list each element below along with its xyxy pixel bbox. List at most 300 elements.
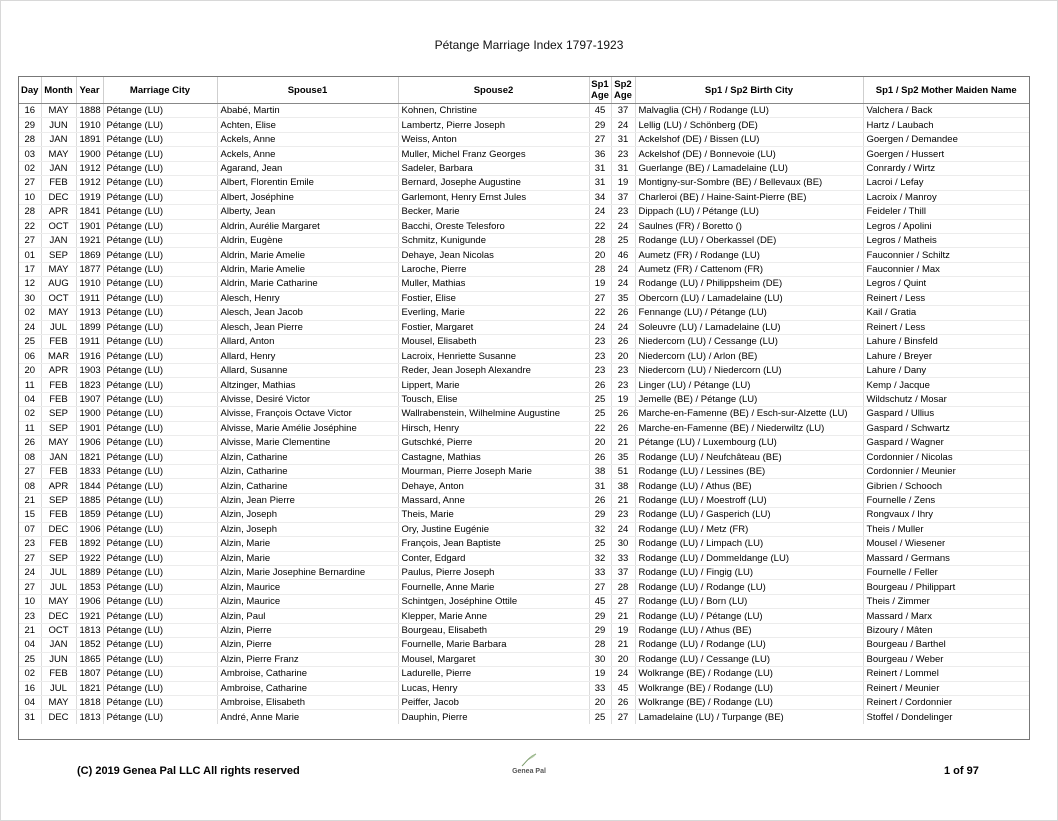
cell-marriage-city: Pétange (LU) (103, 609, 217, 623)
cell-birth-city: Obercorn (LU) / Lamadelaine (LU) (635, 291, 863, 305)
cell-marriage-city: Pétange (LU) (103, 262, 217, 276)
cell-marriage-city: Pétange (LU) (103, 566, 217, 580)
table-row (19, 176, 1029, 190)
cell-spouse2: Dehaye, Anton (398, 479, 589, 493)
cell-spouse1: Agarand, Jean (217, 161, 398, 175)
cell-marriage-city: Pétange (LU) (103, 710, 217, 724)
cell-sp1-age: 31 (589, 176, 611, 190)
cell-month: JAN (41, 132, 76, 146)
table-row (19, 580, 1029, 594)
cell-mother-maiden-name: Legros / Apolini (863, 219, 1029, 233)
page-title: Pétange Marriage Index 1797-1923 (434, 38, 624, 52)
table-row (19, 291, 1029, 305)
cell-day: 29 (19, 118, 41, 132)
cell-marriage-city: Pétange (LU) (103, 436, 217, 450)
cell-marriage-city: Pétange (LU) (103, 335, 217, 349)
cell-sp2-age: 24 (611, 262, 635, 276)
cell-spouse1: Alzin, Joseph (217, 508, 398, 522)
cell-year: 1913 (76, 306, 103, 320)
cell-year: 1899 (76, 320, 103, 334)
cell-sp1-age: 27 (589, 132, 611, 146)
cell-spouse1: Alvisse, Marie Amélie Joséphine (217, 421, 398, 435)
cell-spouse2: Paulus, Pierre Joseph (398, 566, 589, 580)
cell-birth-city: Wolkrange (BE) / Rodange (LU) (635, 681, 863, 695)
cell-sp2-age: 37 (611, 566, 635, 580)
cell-month: DEC (41, 190, 76, 204)
cell-month: FEB (41, 335, 76, 349)
header-sp1-age (589, 77, 611, 104)
cell-mother-maiden-name: Fournelle / Zens (863, 493, 1029, 507)
cell-spouse2: Wallrabenstein, Wilhelmine Augustine (398, 407, 589, 421)
table-row (19, 594, 1029, 608)
cell-year: 1813 (76, 623, 103, 637)
cell-year: 1821 (76, 681, 103, 695)
cell-day: 23 (19, 609, 41, 623)
table-row (19, 118, 1029, 132)
cell-marriage-city: Pétange (LU) (103, 508, 217, 522)
cell-sp2-age: 24 (611, 320, 635, 334)
cell-sp2-age: 19 (611, 392, 635, 406)
cell-year: 1901 (76, 421, 103, 435)
cell-year: 1807 (76, 667, 103, 681)
cell-day: 24 (19, 320, 41, 334)
cell-sp2-age: 27 (611, 594, 635, 608)
cell-spouse1: Alzin, Pierre (217, 638, 398, 652)
cell-spouse2: Theis, Marie (398, 508, 589, 522)
cell-spouse2: Laroche, Pierre (398, 262, 589, 276)
cell-day: 16 (19, 104, 41, 118)
cell-sp2-age: 19 (611, 623, 635, 637)
cell-birth-city: Malvaglia (CH) / Rodange (LU) (635, 104, 863, 118)
marriage-index-table-container (18, 76, 1030, 740)
cell-sp1-age: 26 (589, 493, 611, 507)
cell-month: AUG (41, 277, 76, 291)
table-row (19, 262, 1029, 276)
cell-spouse2: Castagne, Mathias (398, 450, 589, 464)
cell-marriage-city: Pétange (LU) (103, 681, 217, 695)
cell-year: 1916 (76, 349, 103, 363)
cell-birth-city: Soleuvre (LU) / Lamadelaine (LU) (635, 320, 863, 334)
cell-sp2-age: 23 (611, 508, 635, 522)
table-row (19, 667, 1029, 681)
cell-year: 1844 (76, 479, 103, 493)
cell-month: FEB (41, 176, 76, 190)
cell-month: SEP (41, 248, 76, 262)
cell-marriage-city: Pétange (LU) (103, 132, 217, 146)
cell-mother-maiden-name: Stoffel / Dondelinger (866, 711, 953, 723)
cell-sp2-age: 23 (611, 147, 635, 161)
table-row (19, 335, 1029, 349)
cell-marriage-city: Pétange (LU) (103, 233, 217, 247)
cell-year: 1885 (76, 493, 103, 507)
cell-mother-maiden-name: Bourgeau / Weber (863, 652, 1029, 666)
cell-birth-city: Niedercorn (LU) / Niedercorn (LU) (635, 363, 863, 377)
cell-month: JAN (41, 233, 76, 247)
cell-day: 08 (19, 479, 41, 493)
header-month: Month (41, 77, 76, 104)
cell-marriage-city: Pétange (LU) (103, 652, 217, 666)
cell-birth-city: Marche-en-Famenne (BE) / Niederwiltz (LU) (635, 421, 863, 435)
cell-month: FEB (41, 667, 76, 681)
cell-spouse2: Bernard, Josephe Augustine (398, 176, 589, 190)
cell-sp2-age: 26 (611, 306, 635, 320)
cell-marriage-city: Pétange (LU) (103, 219, 217, 233)
cell-spouse2: Gutschké, Pierre (398, 436, 589, 450)
cell-day: 28 (19, 132, 41, 146)
cell-day: 30 (19, 291, 41, 305)
cell-sp2-age: 35 (611, 291, 635, 305)
cell-birth-city: Rodange (LU) / Gasperich (LU) (635, 508, 863, 522)
cell-year: 1841 (76, 205, 103, 219)
cell-birth-city: Jemelle (BE) / Pétange (LU) (635, 392, 863, 406)
logo-text: Genea Pal (512, 768, 546, 775)
footer-page-number: 1 of 97 (944, 765, 979, 777)
cell-sp2-age: 20 (611, 652, 635, 666)
cell-spouse2: Fostier, Elise (398, 291, 589, 305)
cell-spouse2: Muller, Michel Franz Georges (398, 147, 589, 161)
cell-month: OCT (41, 219, 76, 233)
cell-month: JUL (41, 566, 76, 580)
cell-month: APR (41, 205, 76, 219)
cell-marriage-city: Pétange (LU) (103, 176, 217, 190)
cell-birth-city: Pétange (LU) / Luxembourg (LU) (635, 436, 863, 450)
cell-month: JAN (41, 161, 76, 175)
cell-sp2-age: 23 (611, 363, 635, 377)
cell-marriage-city: Pétange (LU) (103, 363, 217, 377)
cell-sp2-age: 37 (611, 190, 635, 204)
cell-mother-maiden-name: Fournelle / Feller (863, 566, 1029, 580)
cell-birth-city: Fennange (LU) / Pétange (LU) (635, 306, 863, 320)
cell-marriage-city: Pétange (LU) (103, 378, 217, 392)
cell-mother-maiden-name: Cordonnier / Meunier (863, 464, 1029, 478)
cell-sp1-age: 23 (589, 349, 611, 363)
cell-birth-city: Rodange (LU) / Neufchâteau (BE) (635, 450, 863, 464)
cell-spouse1: Albert, Joséphine (217, 190, 398, 204)
cell-spouse2: Dauphin, Pierre (398, 710, 589, 724)
cell-day: 15 (19, 508, 41, 522)
cell-sp1-age: 25 (589, 392, 611, 406)
table-row (19, 363, 1029, 377)
cell-sp1-age: 45 (589, 594, 611, 608)
cell-day: 12 (19, 277, 41, 291)
cell-year: 1852 (76, 638, 103, 652)
cell-birth-city: Rodange (LU) / Dommeldange (LU) (635, 551, 863, 565)
cell-birth-city: Dippach (LU) / Pétange (LU) (635, 205, 863, 219)
cell-spouse1: Alzin, Catharine (217, 479, 398, 493)
cell-spouse1: Alzin, Catharine (217, 464, 398, 478)
cell-month: DEC (41, 522, 76, 536)
cell-sp1-age: 24 (589, 205, 611, 219)
cell-spouse1: Albert, Florentin Emile (217, 176, 398, 190)
cell-year: 1813 (76, 710, 103, 724)
cell-spouse1: Alesch, Jean Jacob (217, 306, 398, 320)
cell-mother-maiden-name: Wildschutz / Mosar (863, 392, 1029, 406)
cell-sp1-age: 22 (589, 219, 611, 233)
cell-sp1-age: 23 (589, 363, 611, 377)
cell-spouse2: Peiffer, Jacob (398, 695, 589, 709)
cell-spouse1: Aldrin, Eugène (217, 233, 398, 247)
cell-marriage-city: Pétange (LU) (103, 638, 217, 652)
header-sp2-age-top: Sp2 (614, 79, 632, 90)
header-spouse2: Spouse2 (398, 77, 589, 104)
cell-sp1-age: 28 (589, 638, 611, 652)
cell-day: 04 (19, 638, 41, 652)
cell-sp1-age: 32 (589, 551, 611, 565)
header-marriage-city: Marriage City (103, 77, 217, 104)
cell-sp2-age: 37 (611, 104, 635, 118)
cell-birth-city: Ackelshof (DE) / Bissen (LU) (635, 132, 863, 146)
cell-mother-maiden-name: Valchera / Back (863, 104, 1029, 118)
cell-sp1-age: 19 (589, 277, 611, 291)
cell-spouse2: Klepper, Marie Anne (398, 609, 589, 623)
cell-marriage-city: Pétange (LU) (103, 667, 217, 681)
cell-sp1-age: 24 (589, 320, 611, 334)
cell-spouse1: Alvisse, Desiré Victor (217, 392, 398, 406)
cell-mother-maiden-name: Bourgeau / Barthel (863, 638, 1029, 652)
cell-month: SEP (41, 407, 76, 421)
cell-spouse1: Allard, Anton (217, 335, 398, 349)
table-row (19, 638, 1029, 652)
cell-mother-maiden-name: Reinert / Less (863, 291, 1029, 305)
cell-mother-maiden-name: Hartz / Laubach (863, 118, 1029, 132)
cell-spouse1: Ackels, Anne (217, 132, 398, 146)
cell-sp1-age: 23 (589, 335, 611, 349)
cell-birth-city: Rodange (LU) / Metz (FR) (635, 522, 863, 536)
cell-year: 1907 (76, 392, 103, 406)
cell-spouse1: Alzin, Marie (217, 551, 398, 565)
header-birth-city: Sp1 / Sp2 Birth City (635, 77, 863, 104)
cell-day: 31 (19, 710, 41, 724)
table-row (19, 378, 1029, 392)
cell-spouse2: Massard, Anne (398, 493, 589, 507)
cell-spouse1: Achten, Elise (217, 118, 398, 132)
table-header-row (19, 77, 1029, 104)
cell-month: FEB (41, 508, 76, 522)
cell-spouse2: Lucas, Henry (398, 681, 589, 695)
cell-spouse1: Aldrin, Marie Amelie (217, 262, 398, 276)
cell-year: 1919 (76, 190, 103, 204)
cell-day: 22 (19, 219, 41, 233)
table-row (19, 479, 1029, 493)
table-row (19, 190, 1029, 204)
cell-sp2-age: 24 (611, 522, 635, 536)
table-row (19, 248, 1029, 262)
cell-day: 24 (19, 566, 41, 580)
cell-day: 21 (19, 493, 41, 507)
cell-marriage-city: Pétange (LU) (103, 392, 217, 406)
cell-birth-city: Rodange (LU) / Oberkassel (DE) (635, 233, 863, 247)
cell-birth-city: Marche-en-Famenne (BE) / Esch-sur-Alzette (LU) (635, 407, 863, 421)
cell-mother-maiden-name: Rongvaux / Ihry (863, 508, 1029, 522)
cell-month: OCT (41, 291, 76, 305)
cell-month: MAY (41, 104, 76, 118)
cell-mother-maiden-name: Gaspard / Schwartz (863, 421, 1029, 435)
cell-birth-city: Rodange (LU) / Athus (BE) (635, 479, 863, 493)
table-row (19, 566, 1029, 580)
cell-marriage-city: Pétange (LU) (103, 580, 217, 594)
cell-month: JUL (41, 681, 76, 695)
cell-marriage-city: Pétange (LU) (103, 421, 217, 435)
cell-sp2-age: 24 (611, 667, 635, 681)
cell-mother-maiden-name: Goergen / Hussert (863, 147, 1029, 161)
cell-mother-maiden-name: Massard / Germans (863, 551, 1029, 565)
cell-birth-city: Saulnes (FR) / Boretto () (635, 219, 863, 233)
cell-sp1-age: 29 (589, 623, 611, 637)
cell-spouse2: Schintgen, Joséphine Ottile (398, 594, 589, 608)
leaf-icon (519, 752, 539, 768)
cell-sp2-age: 31 (611, 132, 635, 146)
cell-spouse1: Alvisse, Marie Clementine (217, 436, 398, 450)
cell-month: FEB (41, 464, 76, 478)
cell-spouse1: Alvisse, François Octave Victor (217, 407, 398, 421)
cell-mother-maiden-name: Kemp / Jacque (863, 378, 1029, 392)
header-sp1-age-top: Sp1 (591, 79, 609, 90)
cell-day: 26 (19, 436, 41, 450)
cell-sp2-age: 28 (611, 580, 635, 594)
table-row (19, 710, 1029, 724)
cell-sp2-age: 30 (611, 537, 635, 551)
cell-month: JUL (41, 320, 76, 334)
cell-year: 1889 (76, 566, 103, 580)
genea-pal-logo (505, 752, 553, 778)
cell-marriage-city: Pétange (LU) (103, 464, 217, 478)
table-row (19, 681, 1029, 695)
cell-sp2-age: 21 (611, 493, 635, 507)
cell-year: 1921 (76, 233, 103, 247)
cell-day: 11 (19, 378, 41, 392)
cell-sp1-age: 26 (589, 450, 611, 464)
cell-sp2-age: 38 (611, 479, 635, 493)
cell-spouse1: Ackels, Anne (217, 147, 398, 161)
cell-year: 1818 (76, 695, 103, 709)
cell-sp2-age: 24 (611, 118, 635, 132)
header-day: Day (19, 77, 41, 104)
cell-year: 1888 (76, 104, 103, 118)
table-row (19, 306, 1029, 320)
cell-mother-maiden-name: Fauconnier / Schiltz (863, 248, 1029, 262)
cell-day: 10 (19, 190, 41, 204)
cell-sp2-age: 21 (611, 436, 635, 450)
cell-day: 04 (19, 392, 41, 406)
cell-month: SEP (41, 421, 76, 435)
cell-mother-maiden-name: Massard / Marx (863, 609, 1029, 623)
cell-birth-city: Rodange (LU) / Rodange (LU) (635, 638, 863, 652)
cell-spouse1: Altzinger, Mathias (217, 378, 398, 392)
table-row (19, 436, 1029, 450)
cell-day: 04 (19, 695, 41, 709)
cell-mother-maiden-name: Legros / Quint (863, 277, 1029, 291)
cell-day: 11 (19, 421, 41, 435)
cell-birth-city: Rodange (LU) / Limpach (LU) (635, 537, 863, 551)
cell-sp1-age: 20 (589, 436, 611, 450)
cell-marriage-city: Pétange (LU) (103, 118, 217, 132)
cell-marriage-city: Pétange (LU) (103, 205, 217, 219)
cell-month: JAN (41, 638, 76, 652)
cell-birth-city: Rodange (LU) / Born (LU) (635, 594, 863, 608)
table-row (19, 320, 1029, 334)
marriage-index-table (19, 77, 1029, 724)
cell-sp1-age: 33 (589, 566, 611, 580)
cell-spouse2: Tousch, Elise (398, 392, 589, 406)
cell-sp1-age: 32 (589, 522, 611, 536)
cell-marriage-city: Pétange (LU) (103, 695, 217, 709)
cell-month: SEP (41, 551, 76, 565)
cell-marriage-city: Pétange (LU) (103, 522, 217, 536)
table-row (19, 132, 1029, 146)
cell-year: 1865 (76, 652, 103, 666)
cell-spouse1: Aldrin, Aurélie Margaret (217, 219, 398, 233)
cell-year: 1910 (76, 118, 103, 132)
cell-mother-maiden-name: Lahure / Breyer (863, 349, 1029, 363)
cell-marriage-city: Pétange (LU) (103, 537, 217, 551)
cell-sp2-age: 25 (611, 233, 635, 247)
cell-mother-maiden-name: Lacroi / Lefay (863, 176, 1029, 190)
header-year: Year (76, 77, 103, 104)
cell-birth-city: Rodange (LU) / Philippsheim (DE) (635, 277, 863, 291)
cell-day: 01 (19, 248, 41, 262)
cell-birth-city: Lamadelaine (LU) / Turpange (BE) (635, 710, 863, 724)
cell-marriage-city: Pétange (LU) (103, 479, 217, 493)
cell-year: 1921 (76, 609, 103, 623)
table-row (19, 493, 1029, 507)
cell-sp1-age: 29 (589, 508, 611, 522)
cell-day: 27 (19, 464, 41, 478)
cell-sp2-age: 45 (611, 681, 635, 695)
cell-day: 27 (19, 580, 41, 594)
table-row (19, 104, 1029, 118)
cell-mother-maiden-name: Theis / Zimmer (863, 594, 1029, 608)
cell-day: 17 (19, 262, 41, 276)
cell-spouse1: Alzin, Maurice (217, 580, 398, 594)
cell-month: JUL (41, 580, 76, 594)
cell-sp1-age: 25 (589, 710, 611, 724)
cell-birth-city: Guerlange (BE) / Lamadelaine (LU) (635, 161, 863, 175)
cell-spouse1: Alesch, Henry (217, 291, 398, 305)
cell-sp2-age: 24 (611, 219, 635, 233)
cell-year: 1859 (76, 508, 103, 522)
cell-sp2-age: 26 (611, 335, 635, 349)
cell-sp2-age: 23 (611, 378, 635, 392)
header-spouse1: Spouse1 (217, 77, 398, 104)
cell-sp1-age: 28 (589, 262, 611, 276)
cell-mother-maiden-name: Mousel / Wiesener (863, 537, 1029, 551)
cell-spouse1: Alzin, Pierre Franz (217, 652, 398, 666)
cell-birth-city: Niedercorn (LU) / Cessange (LU) (635, 335, 863, 349)
cell-spouse1: Alzin, Pierre (217, 623, 398, 637)
cell-mother-maiden-name: Lacroix / Manroy (863, 190, 1029, 204)
cell-spouse2: Ladurelle, Pierre (398, 667, 589, 681)
cell-marriage-city: Pétange (LU) (103, 450, 217, 464)
cell-month: SEP (41, 493, 76, 507)
cell-mother-maiden-name: Conrardy / Wirtz (863, 161, 1029, 175)
cell-sp2-age: 21 (611, 609, 635, 623)
cell-day: 27 (19, 233, 41, 247)
cell-year: 1901 (76, 219, 103, 233)
cell-sp1-age: 22 (589, 306, 611, 320)
cell-spouse1: Alzin, Paul (217, 609, 398, 623)
cell-spouse2: Muller, Mathias (398, 277, 589, 291)
table-row (19, 277, 1029, 291)
cell-sp2-age: 27 (611, 710, 635, 724)
cell-month: DEC (41, 710, 76, 724)
cell-month: DEC (41, 609, 76, 623)
cell-year: 1906 (76, 436, 103, 450)
cell-spouse2: Lambertz, Pierre Joseph (398, 118, 589, 132)
cell-year: 1911 (76, 291, 103, 305)
cell-month: MAY (41, 695, 76, 709)
table-row (19, 147, 1029, 161)
cell-year: 1906 (76, 594, 103, 608)
